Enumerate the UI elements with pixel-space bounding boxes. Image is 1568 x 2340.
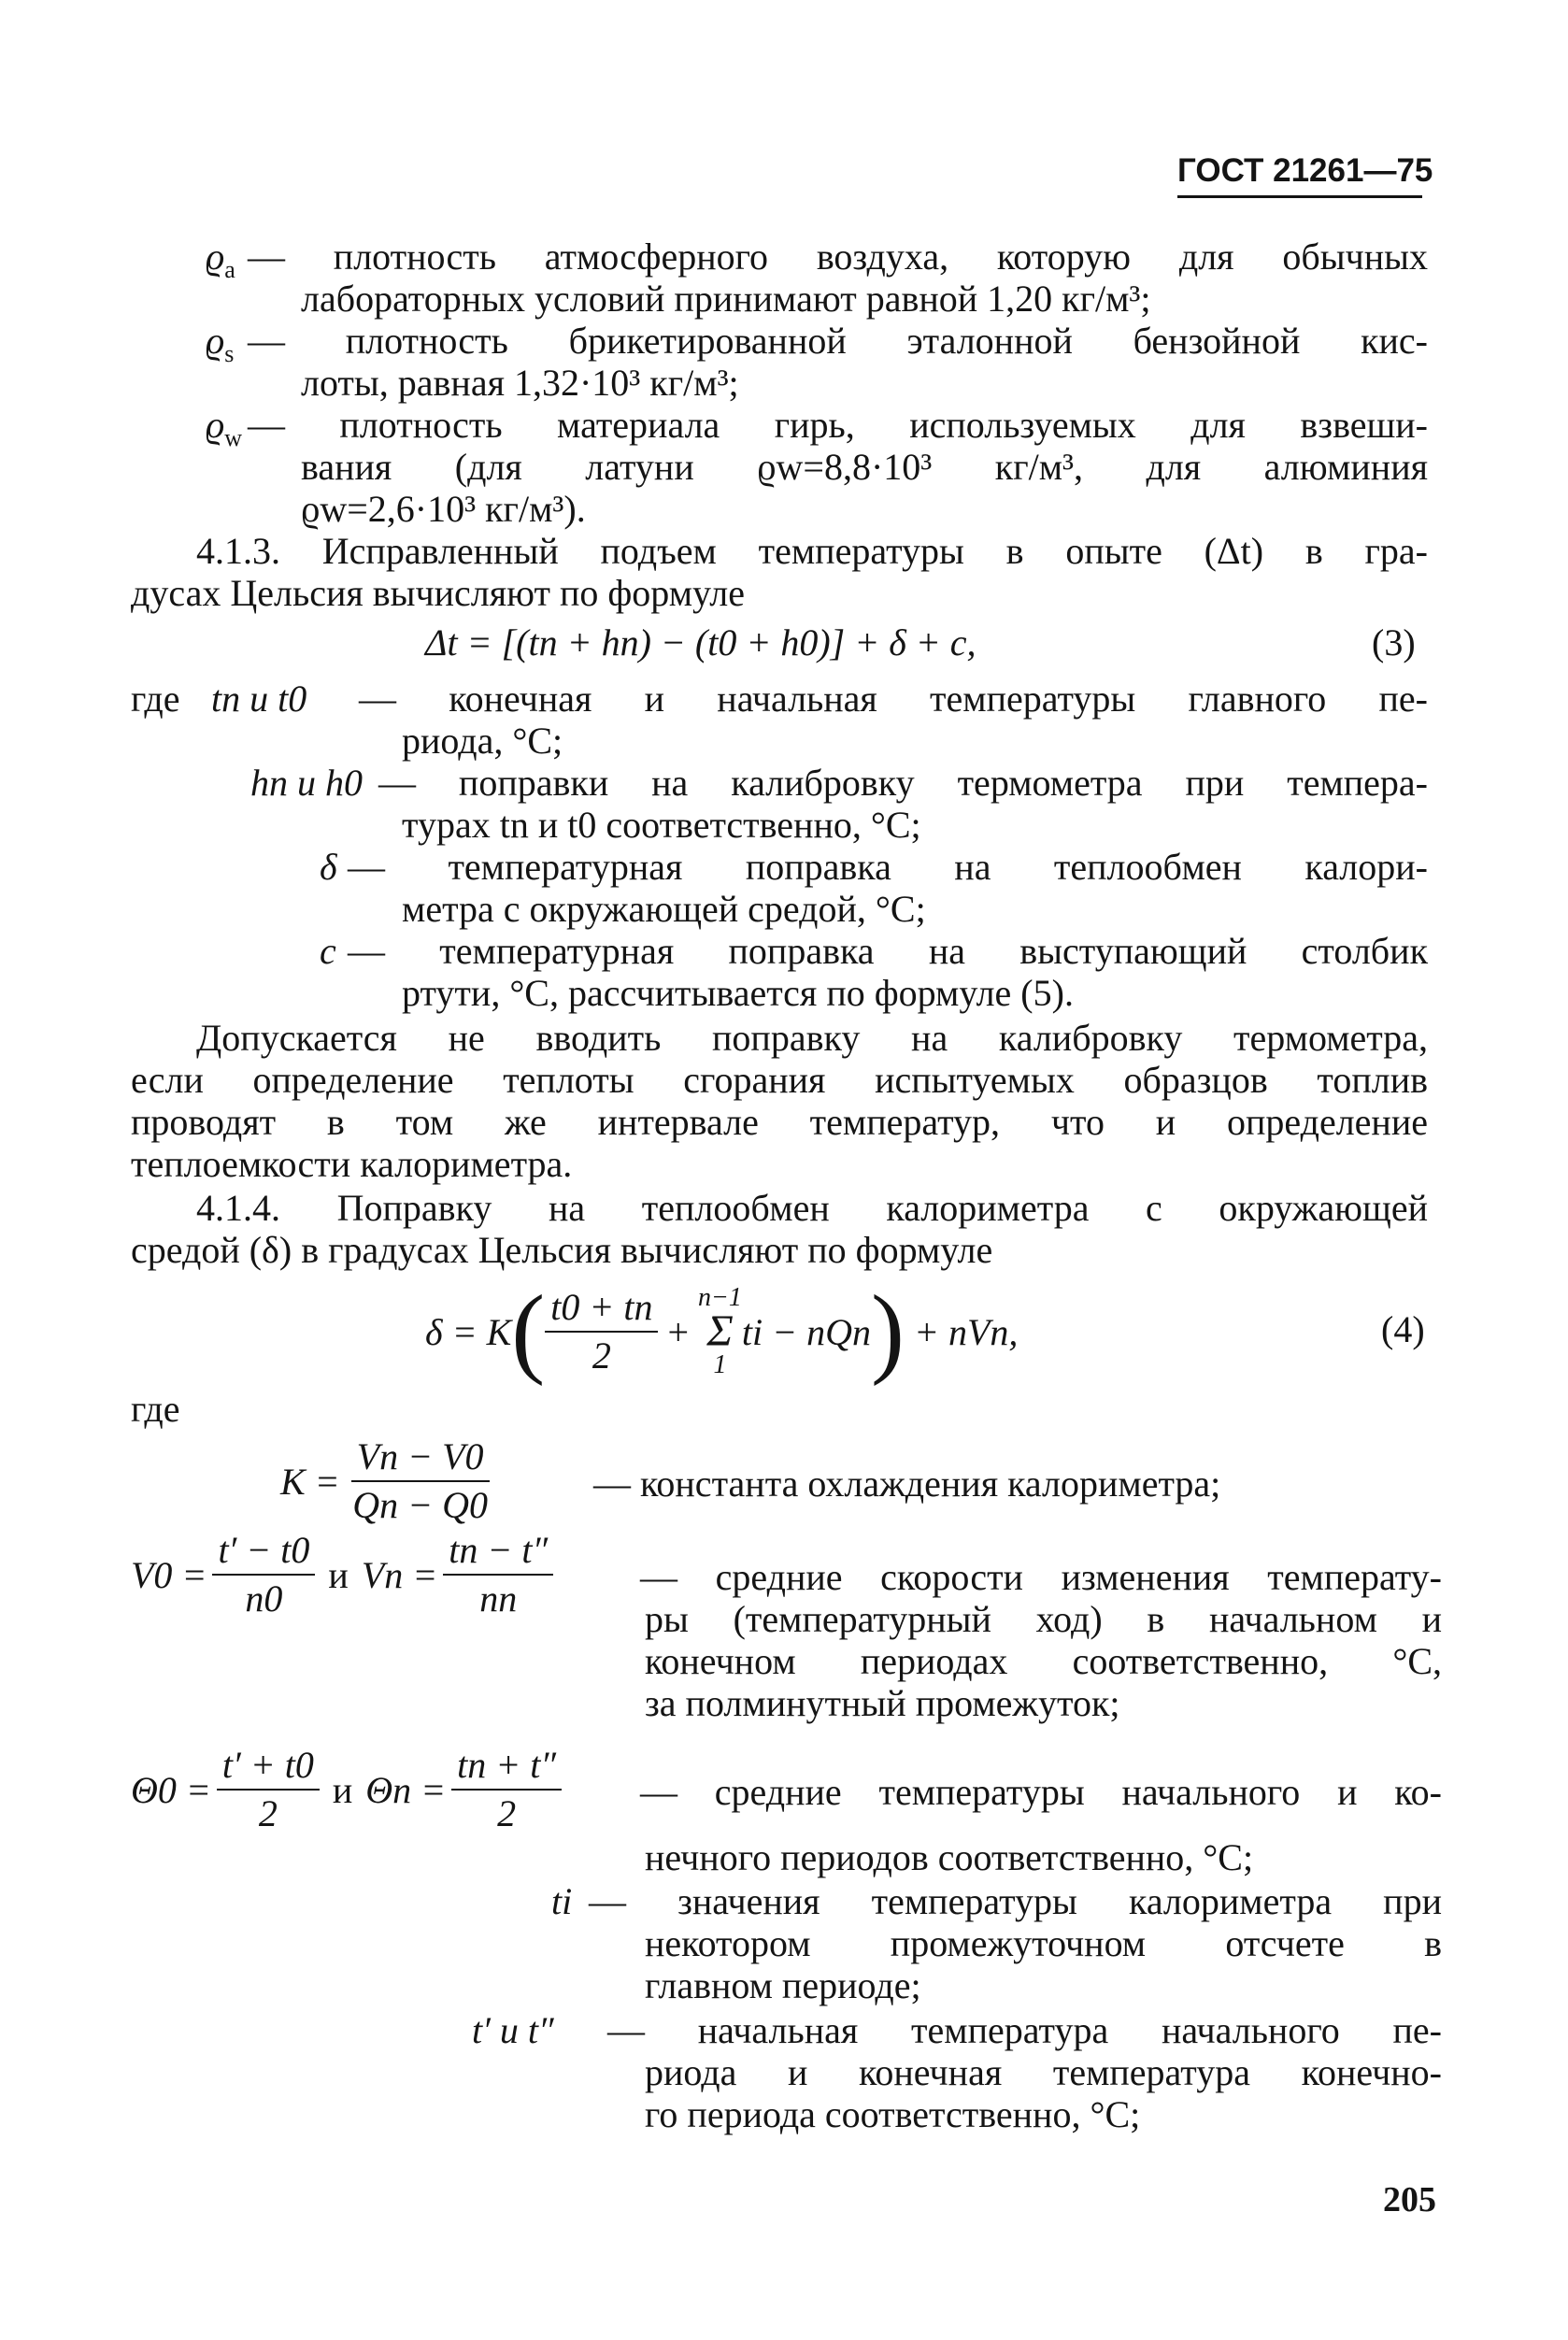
- section-4-1-3-line-1: 4.1.3. Исправленный подъем температуры в опыте (Δt) в гра-: [196, 530, 1428, 572]
- header-title: ГОСТ 21261—75: [1177, 152, 1433, 189]
- document-header: [1177, 150, 1433, 198]
- tt-def-line-2: риода и конечная температура конечно-: [645, 2051, 1442, 2093]
- allow-para-line-3: проводят в том же интервале температур, что и определение: [131, 1101, 1428, 1143]
- delta-symbol: δ: [320, 846, 337, 888]
- K-fraction: $\frac{Vn - V0}{Qn - Q0}$: [352, 1435, 488, 1526]
- rho-s-line-1: — плотность брикетированной эталонной бензойной кис-: [248, 320, 1428, 362]
- Theta-def-line-2: нечного периодов соответственно, °С;: [645, 1836, 1254, 1878]
- section-4-1-4-line-2: средой (δ) в градусах Цельсия вычисляют по формуле: [131, 1229, 993, 1271]
- eq4-lhs: δ = K: [425, 1310, 512, 1353]
- ti-def-line-1: — значения температуры калориметра при: [589, 1880, 1442, 1922]
- eq4-sum-term: ti − nQn: [741, 1310, 872, 1353]
- allow-para-line-2: если определение теплоты сгорания испытуемых образцов топлив: [131, 1059, 1428, 1101]
- rho-w-line-2: вания (для латуни ϱw=8,8·10³ кг/м³, для алюминия: [301, 446, 1428, 488]
- tn-t0-symbol: tn и t0: [211, 678, 307, 720]
- ti-def-line-2: некотором промежуточном отсчете в: [645, 1922, 1442, 1964]
- K-definition: K = $\frac{Vn - V0}{Qn - Q0}$: [280, 1435, 488, 1526]
- Theta0-fraction: $\frac{t' + t0}{2}$: [217, 1744, 320, 1835]
- c-def-line-2: ртути, °С, рассчитывается по формуле (5).: [402, 972, 1074, 1014]
- section-4-1-4-line-1: 4.1.4. Поправку на теплообмен калориметра с окружающей: [196, 1187, 1428, 1229]
- equation-4: δ = K ( $\frac{t0 + tn}{2}$ + n−1 Σ 1 ti − nQn ) + nVn,: [425, 1276, 1019, 1387]
- ti-symbol: ti: [551, 1880, 573, 1922]
- V-def-line-1: — средние скорости изменения температу-: [640, 1556, 1442, 1598]
- where-label-1: где: [131, 678, 180, 720]
- t-prime-symbol: t′ и t″: [472, 2009, 554, 2051]
- delta-def-line-1: — температурная поправка на теплообмен калори-: [348, 846, 1428, 888]
- c-symbol: c: [320, 930, 336, 972]
- delta-def-line-2: метра с окружающей средой, °С;: [402, 888, 926, 930]
- tt-def-line-1: — начальная температура начального пе-: [607, 2009, 1442, 2051]
- header-rule: [1177, 195, 1422, 198]
- page-number: 205: [1383, 2180, 1436, 2219]
- V-def-line-2: ры (температурный ход) в начальном и: [645, 1598, 1442, 1640]
- rho-s-symbol: $ϱ_s$: [206, 320, 235, 367]
- hn-h0-symbol: hn и h0: [250, 762, 363, 804]
- rho-a-symbol: $ϱ_a$: [206, 235, 235, 283]
- where-label-2: где: [131, 1388, 180, 1430]
- hn-h0-def-line-2: турах tn и t0 соответственно, °С;: [402, 804, 921, 846]
- equation-3-number: (3): [1372, 621, 1416, 663]
- K-def-text: — константа охлаждения калориметра;: [593, 1462, 1221, 1505]
- rho-a-line-1: — плотность атмосферного воздуха, которую для обычных: [248, 235, 1428, 278]
- section-4-1-3-line-2: дусах Цельсия вычисляют по формуле: [131, 572, 745, 614]
- c-def-line-1: — температурная поправка на выступающий столбик: [348, 930, 1428, 972]
- V-def-line-4: за полминутный промежуток;: [645, 1682, 1120, 1724]
- hn-h0-def-line-1: — поправки на калибровку термометра при темпера-: [378, 762, 1428, 804]
- tn-t0-def-line-2: риода, °С;: [402, 720, 563, 762]
- rho-w-line-3: ϱw=2,6·10³ кг/м³).: [301, 488, 586, 530]
- rho-s-line-2: лоты, равная 1,32·10³ кг/м³;: [301, 362, 739, 404]
- eq4-tail: + nVn,: [914, 1310, 1019, 1353]
- Thetan-fraction: $\frac{tn + t''}{2}$: [451, 1744, 562, 1835]
- Vn-fraction: $\frac{tn - t''}{nn}$: [443, 1529, 553, 1620]
- Theta-def-line-1: — средние температуры начального и ко-: [640, 1771, 1442, 1813]
- eq4-plus: +: [658, 1310, 699, 1353]
- tn-t0-def-line-1: — конечная и начальная температуры главного пе-: [359, 678, 1428, 720]
- eq4-fraction: $\frac{t0 + tn}{2}$: [545, 1286, 658, 1377]
- V-definition: V0 = $\frac{t' - t0}{n0}$ и Vn = $\frac{tn - t''}{nn}$: [131, 1523, 553, 1626]
- allow-para-line-4: теплоемкости калориметра.: [131, 1143, 573, 1185]
- allow-para-line-1: Допускается не вводить поправку на калибровку термометра,: [196, 1017, 1428, 1059]
- equation-4-number: (4): [1381, 1308, 1425, 1350]
- rho-w-line-1: — плотность материала гирь, используемых для взвеши-: [248, 404, 1428, 446]
- rho-a-line-2: лабораторных условий принимают равной 1,20 кг/м³;: [301, 278, 1151, 320]
- V0-fraction: $\frac{t' - t0}{n0}$: [212, 1529, 315, 1620]
- equation-3: Δt = [(tn + hn) − (t0 + h0)] + δ + c,: [425, 621, 976, 663]
- tt-def-line-3: го периода соответственно, °С;: [645, 2093, 1141, 2135]
- ti-def-line-3: главном периоде;: [645, 1964, 921, 2006]
- rho-w-symbol: $ϱ_w$: [206, 404, 243, 451]
- V-def-line-3: конечном периодах соответственно, °С,: [645, 1640, 1442, 1682]
- eq4-sum: n−1 Σ 1: [698, 1283, 742, 1379]
- Theta-definition: Θ0 = $\frac{t' + t0}{2}$ и Θn = $\frac{tn + t''}{2}$: [131, 1738, 562, 1841]
